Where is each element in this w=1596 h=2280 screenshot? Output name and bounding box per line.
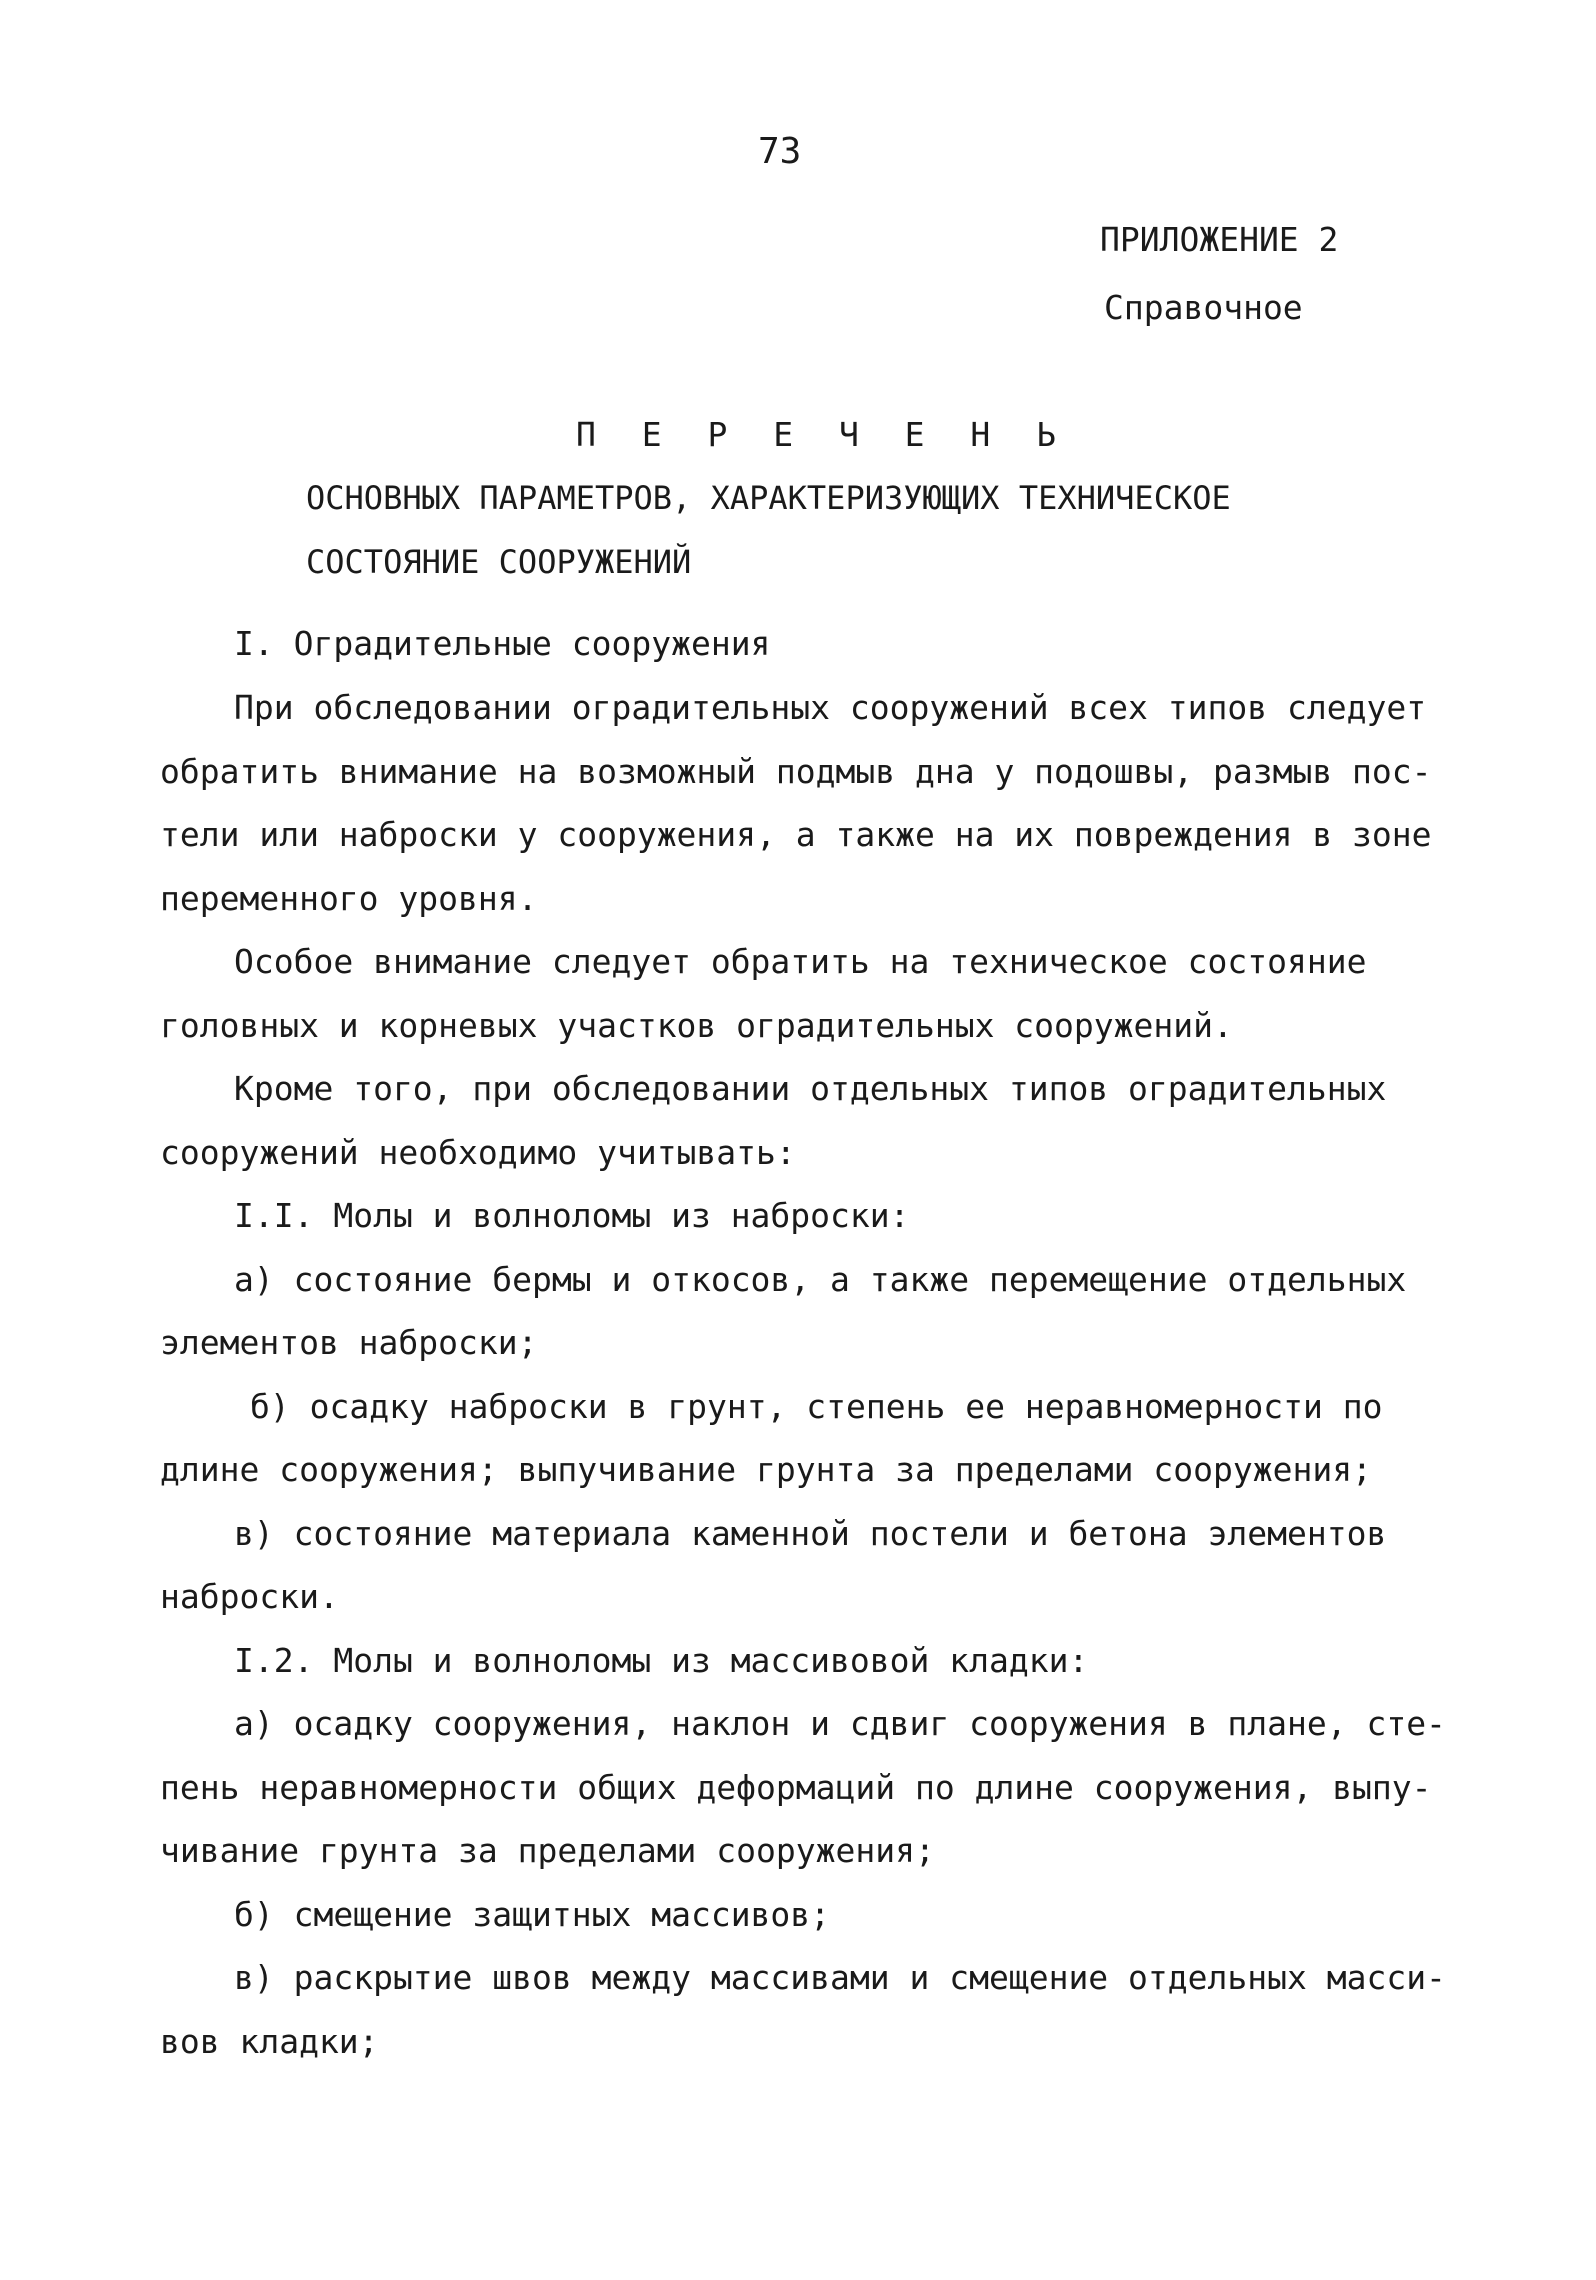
body-line: длине сооружения; выпучивание грунта за пределами сооружения; bbox=[160, 1450, 1372, 1489]
appendix-note: Справочное bbox=[1104, 288, 1303, 327]
body-line: сооружений необходимо учитывать: bbox=[160, 1133, 796, 1172]
section-heading: I. Оградительные сооружения bbox=[234, 624, 771, 663]
appendix-label: ПРИЛОЖЕНИЕ 2 bbox=[1100, 220, 1339, 259]
body-line: тели или наброски у сооружения, а также на их повреждения в зоне bbox=[160, 815, 1432, 854]
body-line: переменного уровня. bbox=[160, 879, 538, 918]
body-line: в) раскрытие швов между массивами и смещение отдельных масси- bbox=[234, 1958, 1446, 1997]
body-line: Особое внимание следует обратить на техническое состояние bbox=[234, 942, 1367, 981]
body-line: обратить внимание на возможный подмыв дна у подошвы, размыв пос- bbox=[160, 752, 1432, 791]
page-number: 73 bbox=[758, 131, 802, 172]
body-line: а) осадку сооружения, наклон и сдвиг сооружения в плане, сте- bbox=[234, 1704, 1446, 1743]
body-line: вов кладки; bbox=[160, 2022, 379, 2061]
body-line: в) состояние материала каменной постели и бетона элементов bbox=[234, 1514, 1387, 1553]
body-line: наброски. bbox=[160, 1577, 339, 1616]
document-title: П Е Р Е Ч Е Н Ь bbox=[576, 415, 1070, 454]
body-line: а) состояние бермы и откосов, а также перемещение отдельных bbox=[234, 1260, 1407, 1299]
body-line: элементов наброски; bbox=[160, 1323, 538, 1362]
body-line: б) смещение защитных массивов; bbox=[234, 1895, 831, 1934]
body-line: чивание грунта за пределами сооружения; bbox=[160, 1831, 935, 1870]
document-subtitle-line: ОСНОВНЫХ ПАРАМЕТРОВ, ХАРАКТЕРИЗУЮЩИХ ТЕХНИЧЕСКОЕ bbox=[306, 479, 1231, 517]
subsection-heading: I.I. Молы и волноломы из наброски: bbox=[234, 1196, 910, 1235]
body-line: При обследовании оградительных сооружений всех типов следует bbox=[234, 688, 1427, 727]
body-line: пень неравномерности общих деформаций по длине сооружения, выпу- bbox=[160, 1768, 1432, 1807]
body-line: б) осадку наброски в грунт, степень ее неравномерности по bbox=[250, 1387, 1383, 1426]
body-line: головных и корневых участков оградительных сооружений. bbox=[160, 1006, 1233, 1045]
body-line: Кроме того, при обследовании отдельных типов оградительных bbox=[234, 1069, 1387, 1108]
subsection-heading: I.2. Молы и волноломы из массивовой кладки: bbox=[234, 1641, 1089, 1680]
document-subtitle-line: СОСТОЯНИЕ СООРУЖЕНИЙ bbox=[306, 543, 692, 581]
